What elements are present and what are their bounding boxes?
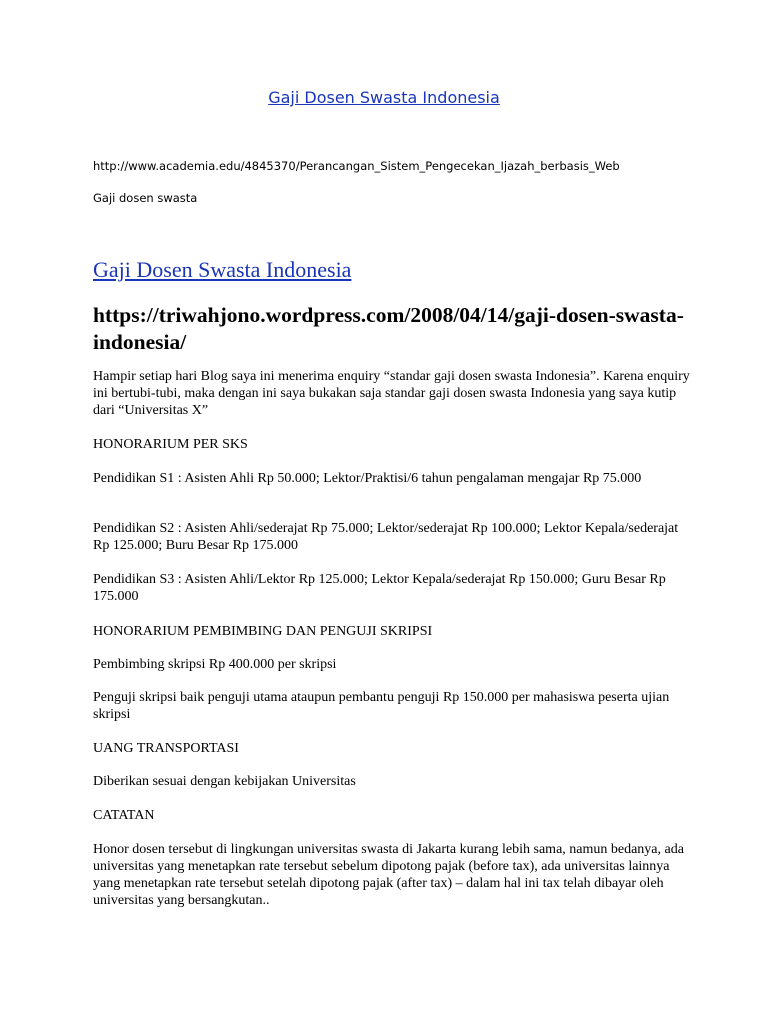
sub-label: Gaji dosen swasta xyxy=(93,191,198,205)
heading-link[interactable]: Gaji Dosen Swasta Indonesia xyxy=(93,257,352,282)
paragraph-s3: Pendidikan S3 : Asisten Ahli/Lektor Rp 125.000; Lektor Kepala/sederajat Rp 150.000; Guru Besar Rp 175.000 xyxy=(93,572,666,604)
intro-paragraph: Hampir setiap hari Blog saya ini menerima enquiry “standar gaji dosen swasta Indonesia”. Karena enquiry ini bertubi-tubi, maka dengan ini saya bukakan saja standar gaji dosen swasta Indonesia yang saya kutip dari “Universitas X” xyxy=(93,369,690,418)
paragraph-s1: Pendidikan S1 : Asisten Ahli Rp 50.000; Lektor/Praktisi/6 tahun pengalaman mengajar Rp 75.000 xyxy=(93,471,642,486)
heading-url: https://triwahjono.wordpress.com/2008/04/14/gaji-dosen-swasta-indonesia/ xyxy=(93,303,684,354)
paragraph-pembimbing: Pembimbing skripsi Rp 400.000 per skripsi xyxy=(93,657,337,672)
document-title-link[interactable]: Gaji Dosen Swasta Indonesia xyxy=(268,88,500,107)
paragraph-penguji: Penguji skripsi baik penguji utama ataupun pembantu penguji Rp 150.000 per mahasiswa peserta ujian skripsi xyxy=(93,690,670,722)
section-heading-skripsi: HONORARIUM PEMBIMBING DAN PENGUJI SKRIPSI xyxy=(93,624,433,639)
academia-url-text: http://www.academia.edu/4845370/Perancangan_Sistem_Pengecekan_Ijazah_berbasis_Web xyxy=(93,159,620,173)
section-heading-sks: HONORARIUM PER SKS xyxy=(93,437,248,452)
section-heading-catatan: CATATAN xyxy=(93,808,155,823)
paragraph-catatan: Honor dosen tersebut di lingkungan universitas swasta di Jakarta kurang lebih sama, namun bedanya, ada universitas yang menetapkan rate tersebut sebelum dipotong pajak (before tax), ada universitas lainnya yang menetapkan rate tersebut setelah dipotong pajak (after tax) – dalam hal ini tax telah dibayar oleh universitas yang bersangkutan.. xyxy=(93,842,684,908)
paragraph-transport: Diberikan sesuai dengan kebijakan Universitas xyxy=(93,774,356,789)
paragraph-s2: Pendidikan S2 : Asisten Ahli/sederajat Rp 75.000; Lektor/sederajat Rp 100.000; Lektor Kepala/sederajat Rp 125.000; Buru Besar Rp 175.000 xyxy=(93,521,679,553)
section-heading-transport: UANG TRANSPORTASI xyxy=(93,741,239,756)
